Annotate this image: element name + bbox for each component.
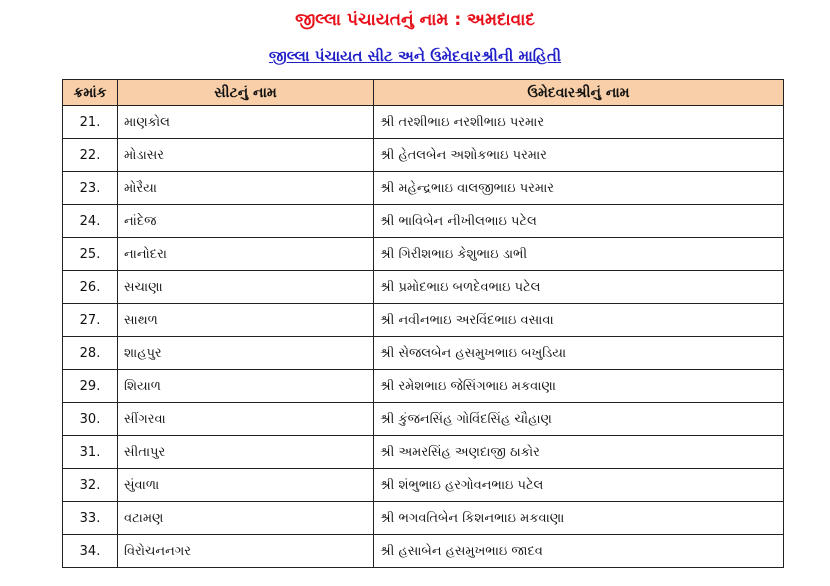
table-row (63, 535, 784, 568)
table-row (63, 502, 784, 535)
row-number: 23. (63, 172, 118, 205)
table-row (63, 139, 784, 172)
table-row (63, 106, 784, 139)
row-number: 24. (63, 205, 118, 238)
candidate-name: શ્રી કુંજનસિંહ ગોવિંદસિંહ ચૌહાણ (374, 403, 784, 436)
row-number: 21. (63, 106, 118, 139)
seat-name: મોરૈયા (118, 172, 374, 205)
table-row (63, 271, 784, 304)
seat-name: નાંદેજ (118, 205, 374, 238)
table-row (63, 172, 784, 205)
row-number: 30. (63, 403, 118, 436)
row-number: 26. (63, 271, 118, 304)
table-row (63, 337, 784, 370)
table-row (63, 403, 784, 436)
row-number: 27. (63, 304, 118, 337)
candidate-table (62, 79, 784, 568)
candidate-name: શ્રી હેતલબેન અશોકભાઇ પરમાર (374, 139, 784, 172)
candidate-name: શ્રી સેજલબેન હસમુખભાઇ બખુડિયા (374, 337, 784, 370)
seat-name: સીંગરવા (118, 403, 374, 436)
row-number: 34. (63, 535, 118, 568)
row-number: 29. (63, 370, 118, 403)
candidate-name: શ્રી શંભુભાઇ હરગોવનભાઇ પટેલ (374, 469, 784, 502)
seat-name: માણકોલ (118, 106, 374, 139)
seat-name: સુંવાળા (118, 469, 374, 502)
seat-name: મોડાસર (118, 139, 374, 172)
row-number: 31. (63, 436, 118, 469)
candidate-name: શ્રી ભાવિબેન નીખીલભાઇ પટેલ (374, 205, 784, 238)
row-number: 28. (63, 337, 118, 370)
seat-name: નાનોદરા (118, 238, 374, 271)
seat-name: શાહપુર (118, 337, 374, 370)
candidate-name: શ્રી ભગવતિબેન કિશનભાઇ મકવાણા (374, 502, 784, 535)
seat-name: વટામણ (118, 502, 374, 535)
candidate-name: શ્રી ગિરીશભાઇ કેશુભાઇ ડાભી (374, 238, 784, 271)
seat-name: સીતાપુર (118, 436, 374, 469)
seat-name: સાથળ (118, 304, 374, 337)
row-number: 22. (63, 139, 118, 172)
candidate-name: શ્રી નવીનભાઇ અરવિંદભાઇ વસાવા (374, 304, 784, 337)
table-row (63, 436, 784, 469)
seat-name: વિરોચનનગર (118, 535, 374, 568)
row-number: 33. (63, 502, 118, 535)
seat-name: સચાણા (118, 271, 374, 304)
table-row (63, 370, 784, 403)
table-row (63, 469, 784, 502)
page-subtitle: જીલ્લા પંચાયત સીટ અને ઉમેદવારશ્રીની માહિતી (268, 47, 562, 65)
column-header-seat: સીટનું નામ (118, 80, 374, 106)
page-title: જીલ્લા પંચાયતનું નામ : અમદાવાદ (295, 10, 535, 30)
column-header-number: ક્રમાંક (63, 80, 118, 106)
table-row (63, 205, 784, 238)
candidate-name: શ્રી તરશીભાઇ નરશીભાઇ પરમાર (374, 106, 784, 139)
candidate-name: શ્રી મહેન્દ્રભાઇ વાલજીભાઇ પરમાર (374, 172, 784, 205)
row-number: 32. (63, 469, 118, 502)
candidate-name: શ્રી અમરસિંહ અણદાજી ઠાકોર (374, 436, 784, 469)
table-header-row (63, 80, 784, 106)
candidate-name: શ્રી રમેશભાઇ જેસિંગભાઇ મકવાણા (374, 370, 784, 403)
table-row (63, 304, 784, 337)
table-row (63, 238, 784, 271)
candidate-name: શ્રી પ્રમોદભાઇ બળદેવભાઇ પટેલ (374, 271, 784, 304)
seat-name: શિયાળ (118, 370, 374, 403)
row-number: 25. (63, 238, 118, 271)
candidate-name: શ્રી હસાબેન હસમુખભાઇ જાદવ (374, 535, 784, 568)
column-header-candidate: ઉમેદવારશ્રીનું નામ (374, 80, 784, 106)
